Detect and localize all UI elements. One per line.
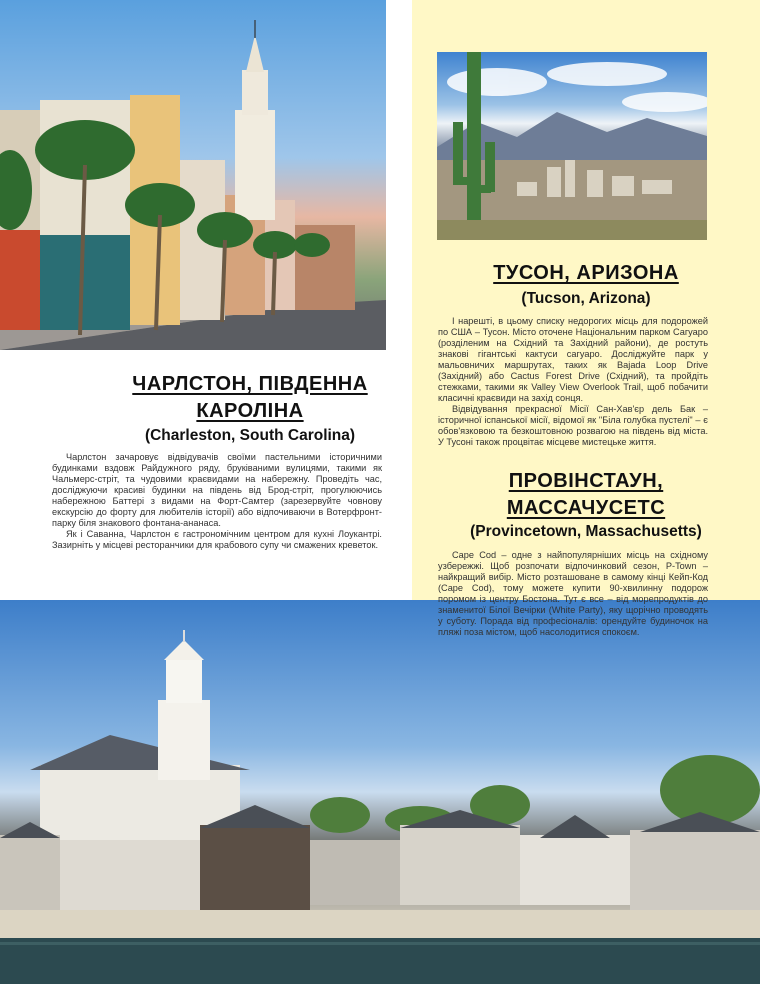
charleston-subtitle: (Charleston, South Carolina) <box>144 427 356 444</box>
provincetown-subtitle: (Provincetown, Massachusetts) <box>470 523 702 540</box>
provincetown-paragraph-1: Cape Cod – одне з найпопулярніших місць на східному узбережжі. Щоб розпочати відпочинковий сезон, P-Town – найкращий вибір. Місто розташоване в самому кінці Кейп-Код (Cape Cod), тому можете купити 90-хвилинну подорож поромом із центру Бостона. Тут є все – від морепродуктів до знаменитої Білої Вечірки (White Party), яку щорічно проводять у суботу. Порада від професіоналів: орендуйте будиночок на пляжі поза містом, щоб насолодитися спокоєм. <box>438 550 708 637</box>
tucson-body <box>438 316 708 448</box>
charleston-paragraph-1: Чарлстон зачаровує відвідувачів своїми пастельними історичними будинками вздовж Райдужного ряду, бруківаними вулицями, такими як Чальмерс-стріт, та чудовими краєвидами на набережну. Проведіть час, досліджуючи красиві будинки на південь від Брод-стріт, прогулюючись набережною Баттері з видами на Форт-Самтер (зарезервуйте човнову екскурсію до форту для любителів історії) або відпочиваючи в Вотерфронт-парку біля знакового фонтана-ананаса. <box>52 452 382 528</box>
charleston-paragraph-2: Як і Саванна, Чарлстон є гастрономічним центром для кухні Лоукантрі. Зазирніть у місцеві ресторанчики для крабового супу чи смажених креветок. <box>52 529 382 550</box>
tucson-subtitle: (Tucson, Arizona) <box>521 290 651 307</box>
charleston-photo <box>0 0 386 350</box>
tucson-paragraph-1: І нарешті, в цьому списку недорогих місць для подорожей по США – Тусон. Місто оточене Національним парком Сагуаро (розділеним на Східний та Західний райони), де ростуть знакові гігантські кактуси сагуаро. Досліджуйте парк у мальовничих маршрутах, таких як Bajada Loop Drive (Західний) або Cactus Forest Drive (Східний), та пройдіть стежками, такими як Valley View Overlook Trail, щоб побачити класичні краєвиди на захід сонця. <box>438 316 708 403</box>
charleston-title-line2: КАРОЛІНА <box>196 400 304 422</box>
tucson-paragraph-2: Відвідування прекрасної Місії Сан-Хав'єр дель Бак – історичної іспанської місії, відомої як "Біла голубка пустелі" – є обов'язковою та безкоштовною розвагою на південь від міста. У Тусоні також процвітає місцеве мистецьке життя. <box>438 404 708 447</box>
charleston-body <box>52 452 382 551</box>
charleston-title-line1: ЧАРЛСТОН, ПІВДЕННА <box>132 373 368 395</box>
tucson-photo <box>437 52 707 240</box>
provincetown-title-line1: ПРОВІНСТАУН, <box>508 470 664 492</box>
tucson-title: ТУСОН, АРИЗОНА <box>493 262 679 284</box>
provincetown-photo <box>0 600 760 984</box>
provincetown-body <box>438 550 708 638</box>
provincetown-title-line2: МАССАЧУСЕТС <box>506 497 666 519</box>
